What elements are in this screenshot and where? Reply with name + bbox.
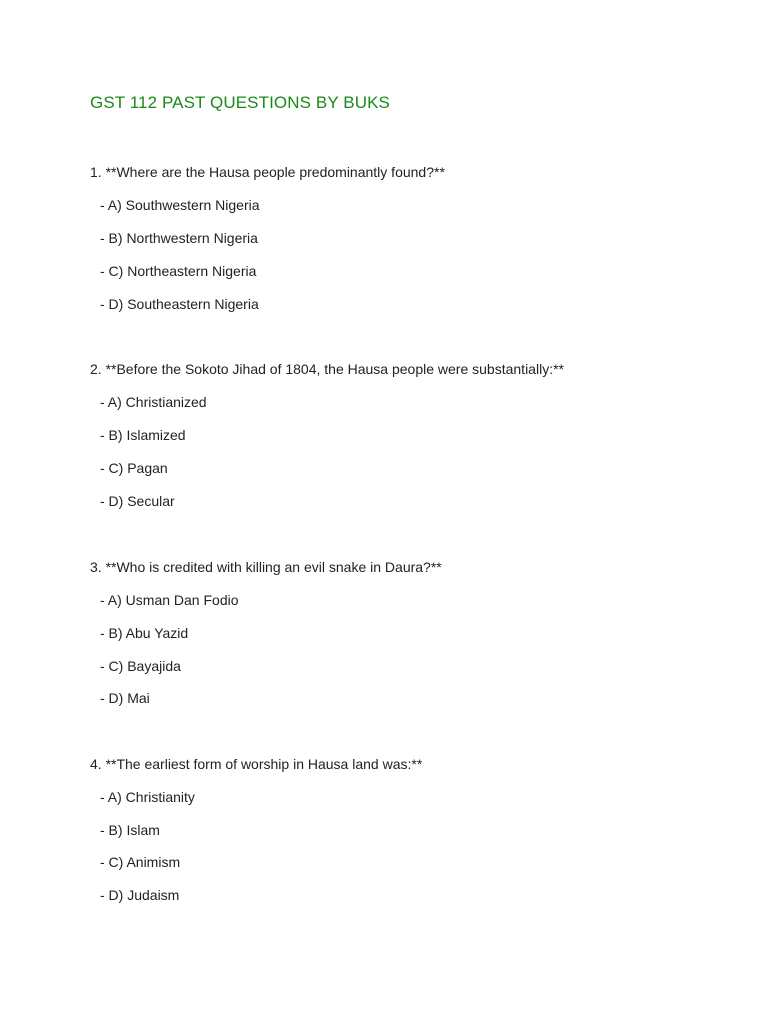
question-2-option-d: - D) Secular [100,493,175,509]
question-1-option-b: - B) Northwestern Nigeria [100,230,258,246]
question-1-option-d: - D) Southeastern Nigeria [100,296,259,312]
question-2-option-a: - A) Christianized [100,394,207,410]
question-4-option-d: - D) Judaism [100,887,180,903]
question-3-text: 3. **Who is credited with killing an evil snake in Daura?** [90,559,442,575]
question-4-text: 4. **The earliest form of worship in Hausa land was:** [90,756,423,772]
question-4-option-a: - A) Christianity [100,789,195,805]
question-2-text: 2. **Before the Sokoto Jihad of 1804, the Hausa people were substantially:** [90,361,564,377]
question-1-text: 1. **Where are the Hausa people predominantly found?** [90,164,445,180]
question-2-option-b: - B) Islamized [100,427,186,443]
question-3-option-c: - C) Bayajida [100,658,181,674]
document-title: GST 112 PAST QUESTIONS BY BUKS [90,93,390,112]
question-3-option-a: - A) Usman Dan Fodio [100,592,239,608]
question-2-option-c: - C) Pagan [100,460,168,476]
question-1-option-a: - A) Southwestern Nigeria [100,197,260,213]
question-1-option-c: - C) Northeastern Nigeria [100,263,257,279]
question-4-option-c: - C) Animism [100,854,181,870]
question-4-option-b: - B) Islam [100,822,160,838]
question-3-option-b: - B) Abu Yazid [100,625,189,641]
question-3-option-d: - D) Mai [100,690,150,706]
